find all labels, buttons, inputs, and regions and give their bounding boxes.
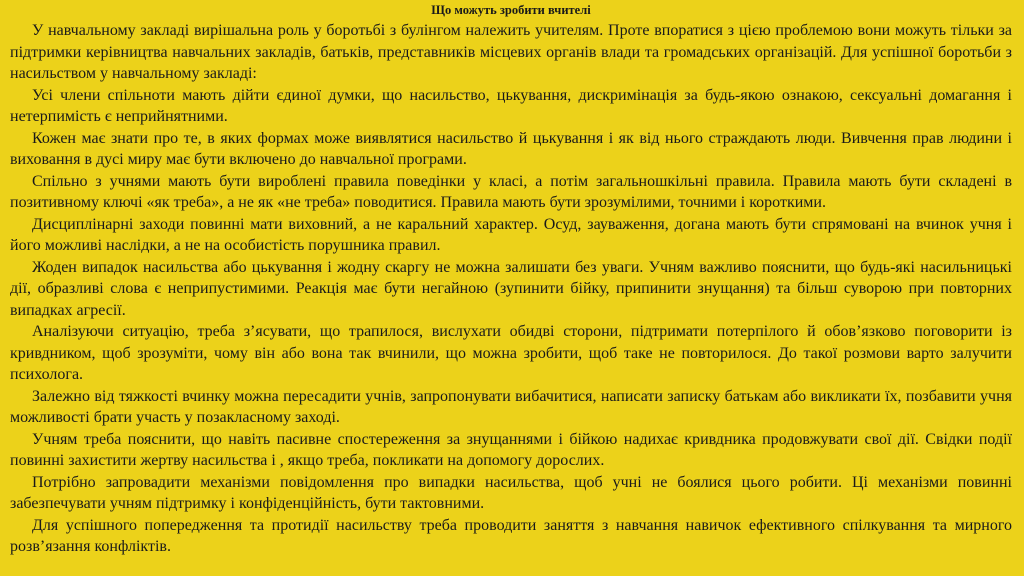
- paragraph-analysis: Аналізуючи ситуацію, треба з’ясувати, що трапилося, вислухати обидві сторони, підтримати потерпілого й обов’язково поговорити із кривдником, щоб зрозуміти, чому він або вона так вчинили, що можна зробити, щоб таке не повторилося. До такої розмови варто залучити психолога.: [10, 323, 1012, 383]
- paragraph-prevention: Для успішного попередження та протидії насильству треба проводити заняття з навчання навичок ефективного спілкування та мирного розв’язання конфліктів.: [10, 516, 1012, 555]
- paragraph-awareness: Кожен має знати про те, в яких формах може виявлятися насильство й цькування і як від нього страждають люди. Вивчення прав людини і виховання в дусі миру має бути включено до навчальної програми.: [10, 129, 1012, 168]
- slide-title: Що можуть зробити вчителі: [431, 3, 591, 17]
- paragraph-reporting: Потрібно запровадити механізми повідомлення про випадки насильства, щоб учні не боялися цього робити. Ці механізми повинні забезпечувати учням підтримку і конфіденційність, бути тактовними.: [10, 473, 1012, 512]
- paragraph-intro: У навчальному закладі вирішальна роль у боротьбі з булінгом належить учителям. Проте впоратися з цією проблемою вони можуть тільки за підтримки керівництва навчальних закладів, батьків, представників місцевих органів влади та громадських організацій. Для успішної боротьби з насильством у навчальному закладі:: [10, 22, 1012, 82]
- paragraph-discipline: Дисциплінарні заходи повинні мати виховний, а не каральний характер. Осуд, зауваження, догана мають бути спрямовані на вчинок учня і його можливі наслідки, а не на особистість порушника правил.: [10, 215, 1012, 254]
- paragraph-measures: Залежно від тяжкості вчинку можна пересадити учнів, запропонувати вибачитися, написати записку батькам або викликати їх, позбавити учня можливості брати участь у позакласному заході.: [10, 387, 1012, 426]
- paragraph-reaction: Жоден випадок насильства або цькування і жодну скаргу не можна залишати без уваги. Учням важливо пояснити, що будь-які насильницькі дії, образливі слова є неприпустимими. Реакція має бути негайною (зупинити бійку, припинити знущання) та більш суворою при повторних випадках агресії.: [10, 258, 1012, 319]
- paragraph-witnesses: Учням треба пояснити, що навіть пасивне спостереження за знущаннями і бійкою надихає кривдника продовжувати свої дії. Свідки події повинні захистити жертву насильства і , якщо треба, покликати на допомогу дорослих.: [10, 430, 1012, 469]
- paragraph-rules: Спільно з учнями мають бути вироблені правила поведінки у класі, а потім загальношкільні правила. Правила мають бути складені в позитивному ключі «як треба», а не як «не треба» поводитися. Правила мають бути зрозумілими, точними і короткими.: [10, 172, 1012, 211]
- paragraph-consensus: Усі члени спільноти мають дійти єдиної думки, що насильство, цькування, дискримінація за будь-якою ознакою, сексуальні домагання і нетерпимість є неприйнятними.: [10, 86, 1012, 125]
